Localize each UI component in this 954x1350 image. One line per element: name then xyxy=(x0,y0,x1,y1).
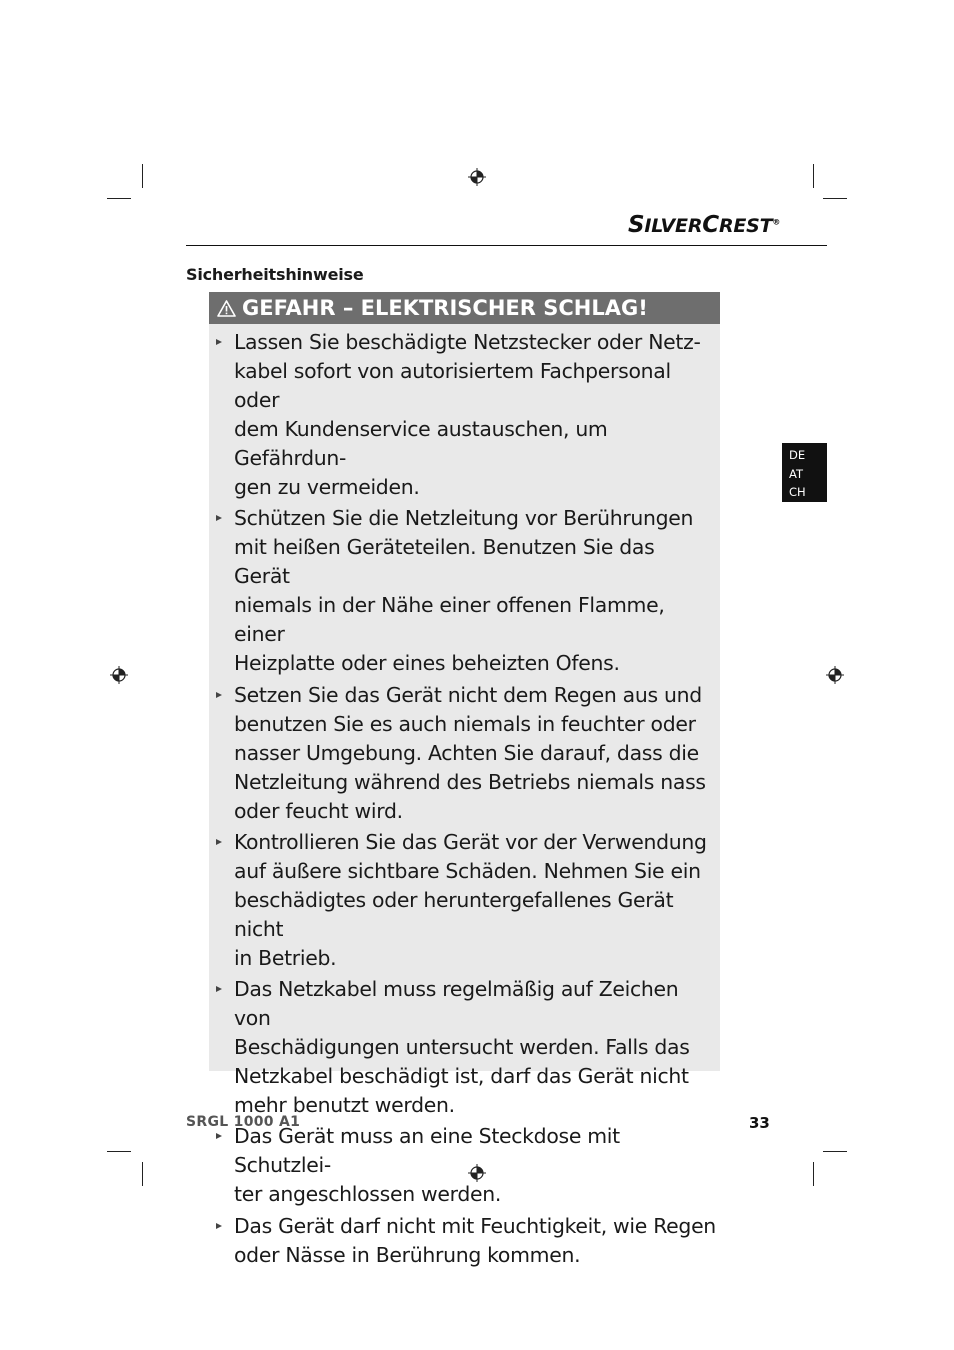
list-item xyxy=(216,328,716,502)
crop-mark xyxy=(813,164,814,188)
crop-mark xyxy=(107,198,131,199)
list-item-text: Das Gerät darf nicht mit Feuchtigkeit, wie Regen oder Nässe in Berührung kommen. xyxy=(234,1213,716,1267)
crop-mark xyxy=(142,1162,143,1186)
list-item xyxy=(216,828,716,973)
warning-triangle-icon xyxy=(217,300,236,317)
bullet-arrow-icon xyxy=(216,681,234,826)
crop-mark xyxy=(823,1151,847,1152)
registration-mark-icon xyxy=(110,666,128,684)
list-item-text: Lassen Sie beschädigte Netzstecker oder Netz- kabel sofort von autorisiertem Fachpersonal oder dem Kundenservice austauschen, um Gefährdun- gen zu vermeiden. xyxy=(234,330,701,499)
page-number: 33 xyxy=(749,1114,770,1132)
list-item-text: Das Netzkabel muss regelmäßig auf Zeichen von Beschädigungen untersucht werden. Falls das Netzkabel beschädigt ist, darf das Gerät nicht mehr benutzt werden. xyxy=(234,977,690,1118)
registration-mark-icon xyxy=(826,666,844,684)
language-code: DE xyxy=(789,448,806,462)
bullet-arrow-icon xyxy=(216,828,234,973)
crop-mark xyxy=(823,198,847,199)
language-tab xyxy=(782,443,827,502)
language-code: AT xyxy=(789,466,803,481)
list-item-text: Setzen Sie das Gerät nicht dem Regen aus und benutzen Sie es auch niemals in feuchter oder nasser Umgebung. Achten Sie darauf, dass die Netzleitung während des Betriebs niemals nass oder feucht wird. xyxy=(234,682,706,823)
list-item-text: Das Gerät muss an eine Steckdose mit Schutzlei- ter angeschlossen werden. xyxy=(234,1124,620,1207)
crop-mark xyxy=(813,1162,814,1186)
brand-logo: SILVERCREST® xyxy=(628,212,781,238)
bullet-arrow-icon xyxy=(216,975,234,1120)
bullet-arrow-icon xyxy=(216,1122,234,1209)
registration-mark-icon xyxy=(468,168,486,186)
list-item xyxy=(216,504,716,678)
list-item-text: Schützen Sie die Netzleitung vor Berührungen mit heißen Geräteteilen. Benutzen Sie das Gerät niemals in der Nähe einer offenen Flamme, einer Heizplatte oder eines beheizten Ofens. xyxy=(234,506,694,676)
language-code: CH xyxy=(789,485,806,499)
footer-model: SRGL 1000 A1 xyxy=(186,1114,301,1130)
bullet-arrow-icon xyxy=(216,328,234,502)
crop-mark xyxy=(142,164,143,188)
bullet-arrow-icon xyxy=(216,1212,234,1270)
section-title: Sicherheitshinweise xyxy=(186,265,364,284)
list-item xyxy=(216,1212,716,1270)
warning-header xyxy=(209,292,720,324)
list-item xyxy=(216,975,716,1120)
header-rule xyxy=(186,245,827,246)
list-item xyxy=(216,681,716,826)
list-item-text: Kontrollieren Sie das Gerät vor der Verwendung auf äußere sichtbare Schäden. Nehmen Sie ein beschädigtes oder heruntergefallenes Gerät nicht in Betrieb. xyxy=(234,829,707,970)
bullet-arrow-icon xyxy=(216,504,234,678)
warning-title: GEFAHR – ELEKTRISCHER SCHLAG! xyxy=(242,296,648,320)
list-item xyxy=(216,1122,716,1209)
crop-mark xyxy=(107,1151,131,1152)
